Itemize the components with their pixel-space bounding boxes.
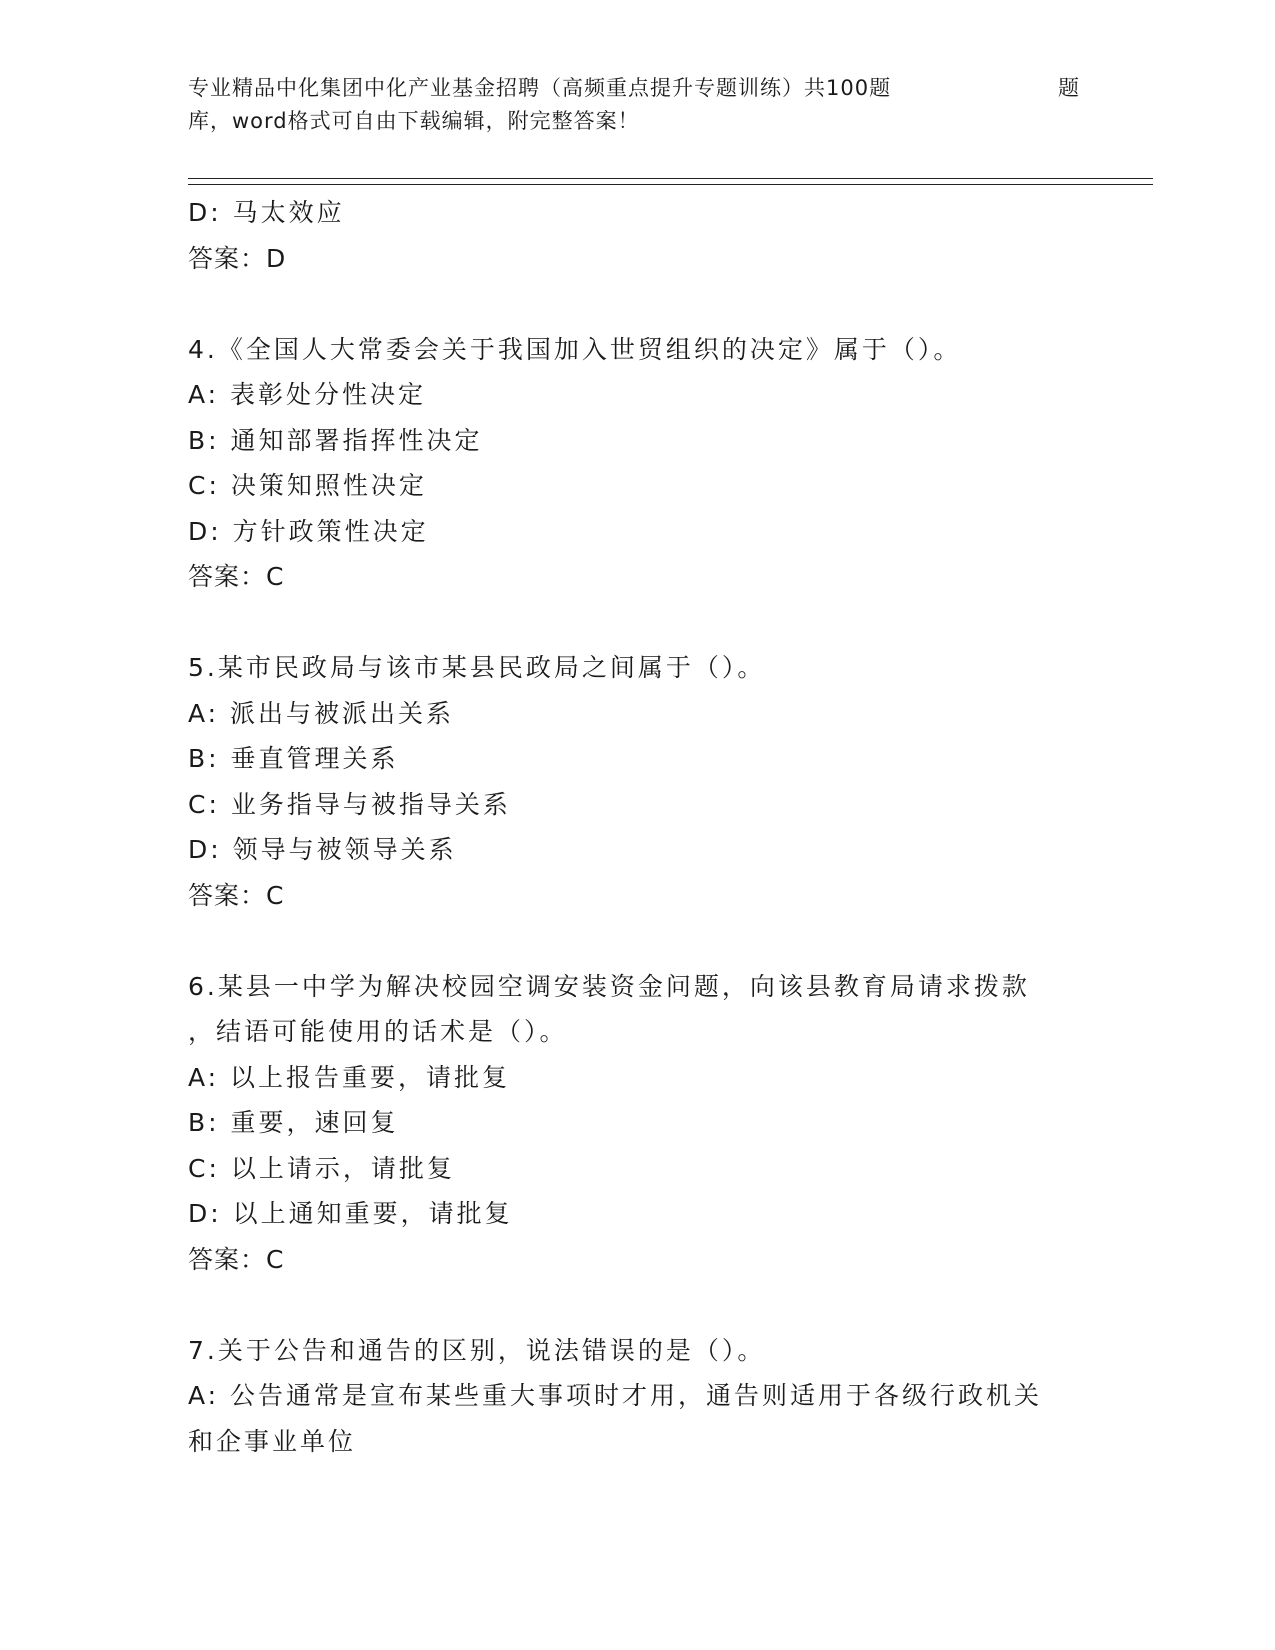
spacer <box>188 281 1088 327</box>
q4-option-a: A: 表彰处分性决定 <box>188 380 427 409</box>
q6-option-d: D: 以上通知重要，请批复 <box>188 1199 513 1228</box>
header-title-line-1: 专业精品中化集团中化产业基金招聘（高频重点提升专题训练）共100题 <box>188 76 892 100</box>
q5-answer: 答案：C <box>188 880 285 910</box>
q5-option-b: B: 垂直管理关系 <box>188 744 399 773</box>
spacer <box>188 600 1088 646</box>
header-title-tail: 题 <box>1058 76 1080 100</box>
q7-option-a-line-1: A: 公告通常是宣布某些重大事项时才用，通告则适用于各级行政机关 <box>188 1381 1043 1410</box>
page-header <box>188 72 1088 138</box>
q4-option-b: B: 通知部署指挥性决定 <box>188 425 483 455</box>
q5-question: 5.某市民政局与该市某县民政局之间属于（）。 <box>188 653 766 682</box>
q3-option-d: D: 马太效应 <box>188 198 345 227</box>
q4-question: 4.《全国人大常委会关于我国加入世贸组织的决定》属于（）。 <box>188 334 962 364</box>
q7-option-a-line-2: 和企事业单位 <box>188 1426 357 1456</box>
q4-answer: 答案：C <box>188 562 285 591</box>
spacer <box>188 918 1088 964</box>
q4-option-c: C: 决策知照性决定 <box>188 471 427 500</box>
q5-option-a: A: 派出与被派出关系 <box>188 698 455 728</box>
header-divider-bottom <box>188 184 1153 185</box>
q6-option-c: C: 以上请示，请批复 <box>188 1153 455 1183</box>
q5-option-d: D: 领导与被领导关系 <box>188 835 457 864</box>
q6-option-a: A: 以上报告重要，请批复 <box>188 1062 511 1092</box>
spacer <box>188 1282 1088 1328</box>
q3-answer: 答案：D <box>188 243 287 273</box>
q6-question-line-2: ，结语可能使用的话术是（）。 <box>188 1017 568 1046</box>
q7-question: 7.关于公告和通告的区别，说法错误的是（）。 <box>188 1335 766 1365</box>
header-divider-top <box>188 178 1153 179</box>
header-title-line-2: 库，word格式可自由下载编辑，附完整答案！ <box>188 109 640 133</box>
question-list <box>188 190 1088 1464</box>
q4-option-d: D: 方针政策性决定 <box>188 516 429 546</box>
q5-option-c: C: 业务指导与被指导关系 <box>188 789 511 819</box>
q6-option-b: B: 重要，速回复 <box>188 1108 399 1137</box>
q6-question-line-1: 6.某县一中学为解决校园空调安装资金问题，向该县教育局请求拨款 <box>188 971 1030 1001</box>
q6-answer: 答案：C <box>188 1244 285 1274</box>
